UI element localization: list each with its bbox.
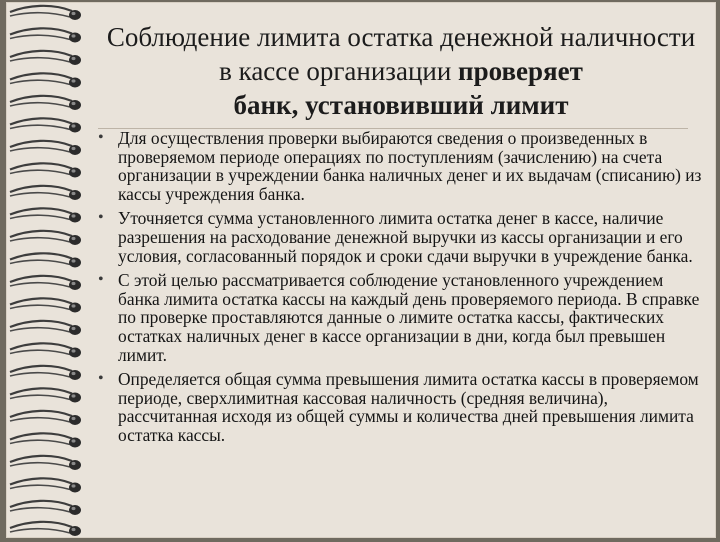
bullet-text: Определяется общая сумма превышения лимита остатка кассы в проверяемом периоде, сверхлимитная кассовая наличность (средняя величина), рассчитанная исходя из общей суммы и количества дней превышения лимита остатка кассы.: [118, 369, 699, 445]
bullet-text: Для осуществления проверки выбираются сведения о произведенных в проверяемом периоде операциях по поступлениям (зачислению) на счета организации в учреждении банка наличных денег и их выдачам (списанию) из кассы учреждения банка.: [118, 128, 702, 204]
list-item: [94, 370, 709, 444]
title-bold-rest: банк, установивший лимит: [233, 90, 569, 120]
title-bold-verb: проверяет: [458, 56, 583, 86]
bullet-list: [94, 129, 709, 451]
bullet-icon: •: [98, 209, 104, 227]
list-item: [94, 129, 709, 203]
bullet-icon: •: [98, 129, 104, 146]
bullet-text: Уточняется сумма установленного лимита остатка денег в кассе, наличие разрешения на расходование денежной выручки из кассы организации и его условия, согласованный порядок и сроки сдачи выручки в учреждение банка.: [118, 208, 693, 266]
slide: [6, 2, 716, 538]
bullet-icon: •: [98, 271, 104, 289]
slide-title: [106, 20, 696, 122]
list-item: [94, 209, 709, 265]
title-text: Соблюдение лимита остатка денежной наличности в кассе организации: [106, 22, 696, 86]
bullet-icon: •: [98, 370, 104, 388]
spiral-binding-icon: [6, 2, 96, 538]
bullet-text: С этой целью рассматривается соблюдение установленного учреждением банка лимита остатка кассы на каждый день проверяемого периода. В справке по проверке проставляются данные о лимите остатка кассы, фактических остатках наличных денег в кассе организации в дни, когда был превышен лимит.: [118, 270, 700, 365]
list-item: [94, 271, 709, 364]
